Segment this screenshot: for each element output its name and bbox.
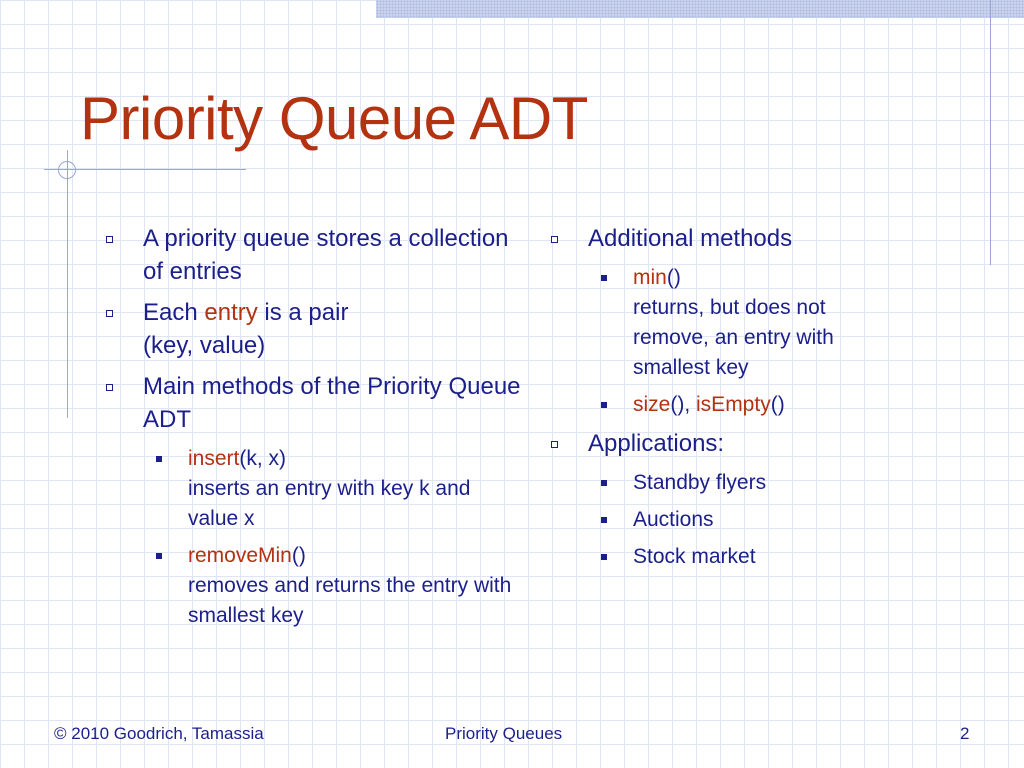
bullet-text: Main methods of the Priority Queue ADT xyxy=(143,373,521,433)
top-decor-bar xyxy=(376,0,1024,18)
decor-vertical-line-right xyxy=(990,0,991,265)
method-name-insert: insert xyxy=(188,447,240,470)
footer-title: Priority Queues xyxy=(445,724,563,743)
filled-square-bullet-icon xyxy=(601,554,607,560)
method-args: () xyxy=(666,266,681,289)
filled-square-bullet-icon xyxy=(156,553,162,559)
method-separator: (), xyxy=(670,393,697,416)
bullet-applications xyxy=(548,427,898,460)
method-description: removes and returns the entry with smallest key xyxy=(188,574,512,627)
application-text: Standby flyers xyxy=(633,471,767,494)
bullet-entry-definition xyxy=(103,296,523,362)
decor-vertical-line-left xyxy=(67,150,68,418)
bullet-text: Applications: xyxy=(588,430,725,457)
filled-square-bullet-icon xyxy=(601,275,607,281)
application-text: Stock market xyxy=(633,545,756,568)
sub-bullet-removemin xyxy=(103,541,523,631)
slide-title: Priority Queue ADT xyxy=(80,85,588,152)
sub-bullet-application xyxy=(548,505,898,535)
hollow-square-bullet-icon xyxy=(106,310,113,317)
application-text: Auctions xyxy=(633,508,714,531)
sub-bullet-size-isempty xyxy=(548,390,898,420)
method-args: (k, x) xyxy=(239,447,287,470)
method-description: returns, but does not remove, an entry with smallest key xyxy=(633,296,834,379)
filled-square-bullet-icon xyxy=(601,480,607,486)
page-number: 2 xyxy=(960,724,970,743)
method-name-min: min xyxy=(633,266,667,289)
bullet-additional-methods xyxy=(548,222,898,255)
filled-square-bullet-icon xyxy=(601,402,607,408)
bullet-text: A priority queue stores a collection of entries xyxy=(143,225,509,285)
hollow-square-bullet-icon xyxy=(106,384,113,391)
hollow-square-bullet-icon xyxy=(551,441,558,448)
method-args: () xyxy=(770,393,785,416)
bullet-main-methods xyxy=(103,370,523,436)
filled-square-bullet-icon xyxy=(156,456,162,462)
bullet-text: Additional methods xyxy=(588,225,793,252)
hollow-square-bullet-icon xyxy=(106,236,113,243)
sub-bullet-insert xyxy=(103,444,523,534)
footer-copyright: © 2010 Goodrich, Tamassia xyxy=(54,724,264,743)
method-name-removemin: removeMin xyxy=(188,544,292,567)
sub-bullet-application xyxy=(548,542,898,572)
filled-square-bullet-icon xyxy=(601,517,607,523)
bullet-text-pre: Each xyxy=(143,299,205,326)
sub-bullet-application xyxy=(548,468,898,498)
hollow-square-bullet-icon xyxy=(551,236,558,243)
method-description: inserts an entry with key k and value x xyxy=(188,477,471,530)
method-name-isempty: isEmpty xyxy=(696,393,771,416)
left-column xyxy=(103,222,523,638)
bullet-priority-queue-definition xyxy=(103,222,523,288)
right-column xyxy=(548,222,898,579)
sub-bullet-min xyxy=(548,263,898,383)
decor-circle xyxy=(58,161,76,179)
bullet-text-post: is a pair xyxy=(257,299,349,326)
method-args: () xyxy=(291,544,306,567)
keyword-entry: entry xyxy=(204,299,258,326)
method-name-size: size xyxy=(633,393,671,416)
bullet-text-line2: (key, value) xyxy=(143,332,266,359)
